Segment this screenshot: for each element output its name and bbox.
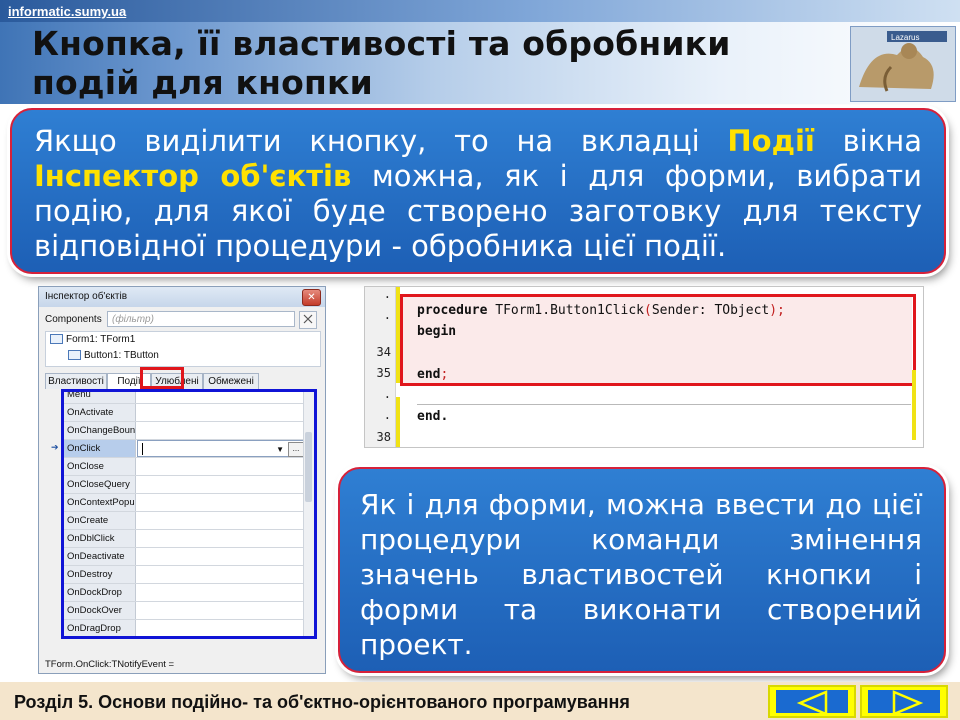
event-row[interactable] <box>64 458 314 476</box>
intro-text <box>34 124 922 264</box>
event-value[interactable] <box>137 404 307 421</box>
code-line-end <box>417 367 448 382</box>
event-value[interactable] <box>137 548 307 565</box>
inspector-status: TForm.OnClick:TNotifyEvent = <box>45 659 175 670</box>
event-value[interactable] <box>137 584 307 601</box>
change-marker <box>396 397 400 447</box>
keyword-end-dot: end. <box>417 409 449 424</box>
event-row[interactable] <box>64 512 314 530</box>
procedure-params: Sender: TObject <box>651 303 770 318</box>
event-row[interactable] <box>64 494 314 512</box>
events-tab-highlight: Події <box>727 124 815 158</box>
paren-close: ); <box>769 303 785 318</box>
next-arrow-icon <box>862 687 950 720</box>
title-line-2: подій для кнопки <box>32 63 373 102</box>
event-name: OnActivate <box>64 404 136 421</box>
event-name: OnClick <box>64 440 136 457</box>
grid-scroll-thumb[interactable] <box>305 432 312 502</box>
event-name: OnDeactivate <box>64 548 136 565</box>
tab-properties[interactable]: Властивості <box>45 373 107 389</box>
event-value[interactable] <box>137 602 307 619</box>
event-name: OnContextPopu <box>64 494 136 511</box>
tree-node-button1-label: Button1: TButton <box>84 350 159 361</box>
lazarus-logo <box>850 26 956 102</box>
slide-title <box>32 24 832 102</box>
tab-favorites[interactable]: Улюблені <box>151 373 203 389</box>
intro-callout <box>10 108 946 274</box>
logo-text: Lazarus <box>891 33 920 42</box>
next-button[interactable] <box>860 685 948 718</box>
event-row[interactable] <box>64 404 314 422</box>
object-inspector-highlight: Інспектор об'єктів <box>34 159 352 193</box>
event-row[interactable] <box>64 620 314 638</box>
event-name: OnDockOver <box>64 602 136 619</box>
inspector-title: Інспектор об'єктів <box>45 291 128 302</box>
components-row <box>45 311 317 329</box>
event-name: OnDragDrop <box>64 620 136 637</box>
event-row[interactable] <box>64 476 314 494</box>
object-inspector-window <box>38 286 326 674</box>
selected-row-arrow-icon: ➔ <box>51 442 59 452</box>
event-name: OnCreate <box>64 512 136 529</box>
grid-scrollbar[interactable] <box>303 392 314 636</box>
intro-part-3: можна, як і для форми, вибрати подію, для якої буде створено заготовку для тексту відповідної процедури - обробника цієї події. <box>34 159 922 263</box>
tab-events[interactable]: Події <box>107 373 151 389</box>
form-icon <box>50 334 63 344</box>
change-marker <box>396 287 400 383</box>
event-value[interactable] <box>137 389 307 403</box>
editor-separator <box>417 404 911 405</box>
procedure-name: TForm1.Button1Click <box>487 303 644 318</box>
event-row[interactable] <box>64 548 314 566</box>
events-grid <box>61 389 317 639</box>
event-row[interactable] <box>64 440 314 458</box>
gutter-line: . <box>383 387 391 401</box>
intro-part-1: Якщо виділити кнопку, то на вкладці <box>34 124 728 158</box>
gutter-line: 34 <box>376 345 391 359</box>
event-row[interactable] <box>64 530 314 548</box>
keyword-end: end <box>417 367 441 382</box>
filter-icon[interactable] <box>299 311 317 329</box>
title-line-1: Кнопка, її властивості та обробники <box>32 24 731 63</box>
event-row[interactable] <box>64 566 314 584</box>
gutter-line: 38 <box>376 430 391 444</box>
inspector-titlebar[interactable] <box>39 287 325 307</box>
event-value[interactable] <box>137 494 307 511</box>
paren-open: ( <box>644 303 652 318</box>
site-link[interactable]: informatic.sumy.ua <box>8 4 127 19</box>
button-icon <box>68 350 81 360</box>
event-name: OnClose <box>64 458 136 475</box>
tree-node-form1-label: Form1: TForm1 <box>66 334 136 345</box>
event-name: OnDestroy <box>64 566 136 583</box>
intro-part-2: вікна <box>814 124 922 158</box>
code-line-end-dot <box>417 409 448 424</box>
code-line-procedure <box>417 303 785 318</box>
event-value[interactable] <box>137 566 307 583</box>
gutter-line: 35 <box>376 366 391 380</box>
event-row[interactable] <box>64 422 314 440</box>
keyword-begin: begin <box>417 324 457 339</box>
prev-button[interactable] <box>768 685 856 718</box>
close-icon[interactable]: ✕ <box>302 289 321 306</box>
code-editor[interactable] <box>364 286 924 448</box>
header-band <box>0 0 960 104</box>
code-line-begin <box>417 324 456 339</box>
event-name: OnChangeBoun <box>64 422 136 439</box>
tip-callout <box>338 467 946 673</box>
text-caret <box>142 443 143 455</box>
event-value[interactable] <box>137 530 307 547</box>
event-value[interactable] <box>137 476 307 493</box>
dropdown-arrow-icon[interactable]: ▼ <box>276 445 284 454</box>
components-filter-input[interactable]: (фільтр) <box>107 311 295 327</box>
editor-gutter <box>365 287 396 447</box>
prev-arrow-icon <box>770 687 858 720</box>
change-marker-right <box>912 370 916 440</box>
ellipsis-button[interactable]: ... <box>288 442 304 457</box>
event-name: OnDblClick <box>64 530 136 547</box>
event-value[interactable] <box>137 512 307 529</box>
event-name: OnDockDrop <box>64 584 136 601</box>
header-strip <box>0 0 960 22</box>
component-tree <box>45 331 321 367</box>
event-row[interactable] <box>64 602 314 620</box>
tip-text: Як і для форми, можна ввести до цієї процедури команди змінення значень властивостей кнопки і форми та виконати створений проект. <box>360 488 922 661</box>
gutter-line: . <box>383 408 391 422</box>
components-label: Components <box>45 314 102 325</box>
semicolon: ; <box>440 367 449 382</box>
event-row[interactable] <box>64 584 314 602</box>
tree-node-form1[interactable] <box>50 334 135 345</box>
event-value[interactable] <box>137 440 307 457</box>
event-name: Menu <box>64 389 136 403</box>
event-value[interactable] <box>137 458 307 475</box>
event-name: OnCloseQuery <box>64 476 136 493</box>
footer-section-title: Розділ 5. Основи подійно- та об'єктно-орієнтованого програмування <box>14 692 630 712</box>
tab-restricted[interactable]: Обмежені <box>203 373 259 389</box>
tree-node-button1[interactable] <box>68 350 159 361</box>
event-row[interactable] <box>64 389 314 404</box>
gutter-line: . <box>383 308 391 322</box>
keyword-procedure: procedure <box>417 303 488 318</box>
gutter-line: . <box>383 287 391 301</box>
event-value[interactable] <box>137 620 307 637</box>
event-value[interactable] <box>137 422 307 439</box>
